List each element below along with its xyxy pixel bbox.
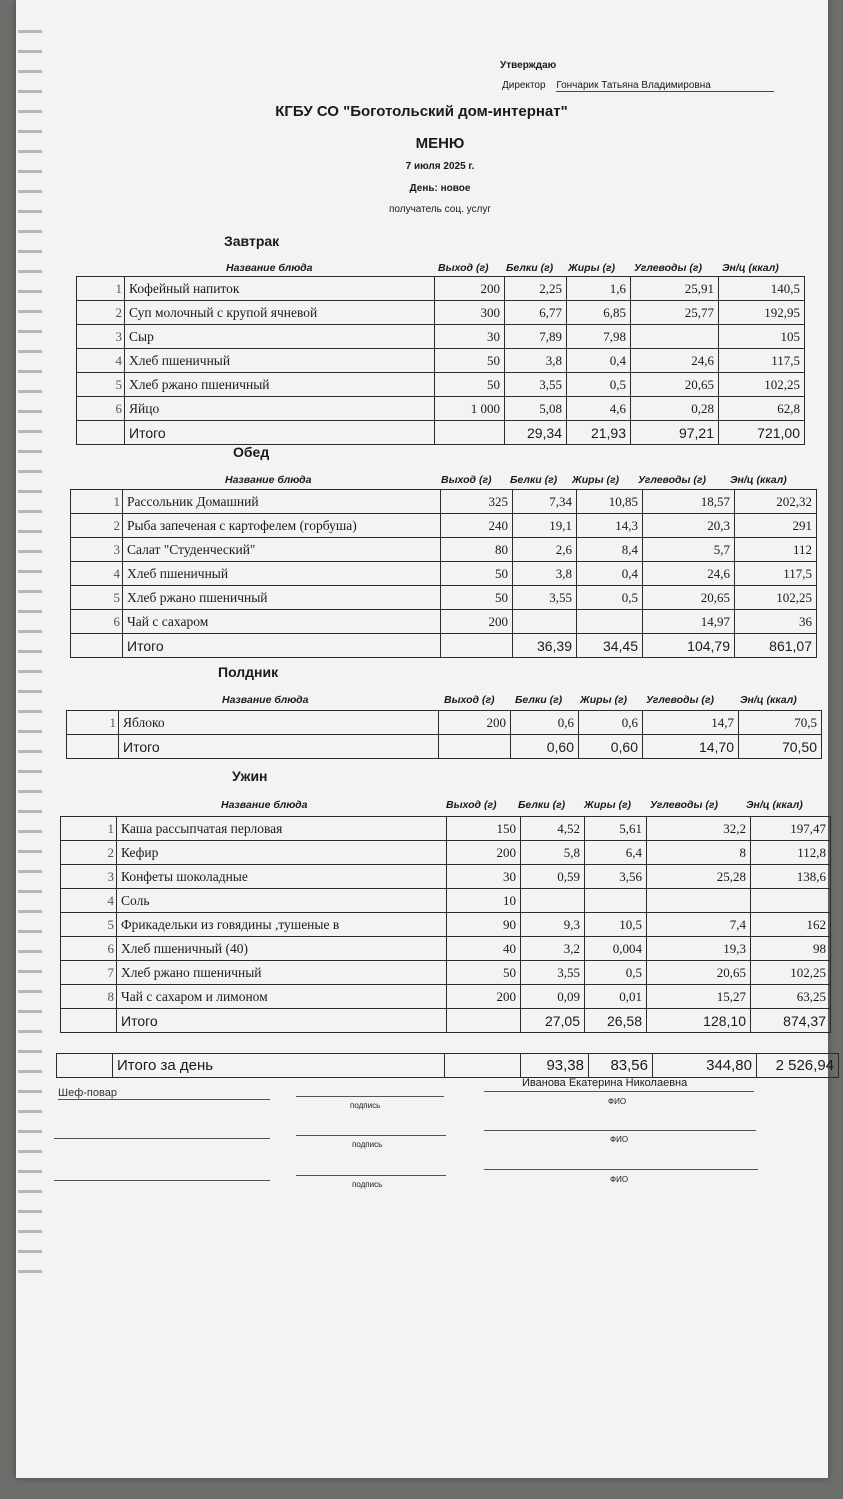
dish-energy: 102,25 [751,961,831,985]
day-total-protein: 93,38 [521,1054,589,1078]
dish-carbs: 25,77 [631,301,719,325]
dish-name: Кофейный напиток [125,277,435,301]
dish-energy: 102,25 [719,373,805,397]
col-fat: Жиры (г) [584,799,632,811]
snack-table [66,710,822,759]
dish-fat: 0,6 [579,711,643,735]
dish-energy: 98 [751,937,831,961]
total-number [71,634,123,658]
dish-protein: 0,6 [511,711,579,735]
dish-energy: 112,8 [751,841,831,865]
lunch-row [71,610,817,634]
total-yield [441,634,513,658]
dish-fat: 3,56 [585,865,647,889]
day-total-label: Итого за день [113,1054,445,1078]
total-protein: 27,05 [521,1009,585,1033]
dish-yield: 200 [447,841,521,865]
dish-energy: 105 [719,325,805,349]
dish-yield: 50 [435,373,505,397]
dish-carbs [631,325,719,349]
col-yield: Выход (г) [446,799,497,811]
lunch-row [71,538,817,562]
dish-fat: 0,4 [577,562,643,586]
dish-name: Каша рассыпчатая перловая [117,817,447,841]
director-name: Гончарик Татьяна Владимировна [556,80,774,92]
col-energy: Эн/ц (ккал) [740,694,797,706]
dish-protein: 19,1 [513,514,577,538]
sign-caption-1: подпись [350,1101,381,1110]
row-number: 2 [61,841,117,865]
row-number: 2 [71,514,123,538]
dinner-row [61,985,831,1009]
total-protein: 36,39 [513,634,577,658]
col-protein: Белки (г) [510,474,558,486]
dish-energy [751,889,831,913]
dish-yield: 50 [435,349,505,373]
fio-line-3 [484,1169,758,1170]
approve-label: Утверждаю [500,60,557,71]
dish-carbs: 24,6 [631,349,719,373]
total-label: Итого [125,421,435,445]
dish-fat: 6,4 [585,841,647,865]
dish-carbs: 15,27 [647,985,751,1009]
row-number: 6 [77,397,125,421]
row-number: 4 [71,562,123,586]
total-yield [447,1009,521,1033]
dinner-rows [61,817,831,1033]
day-total-energy: 2 526,94 [757,1054,839,1078]
dish-name: Чай с сахаром и лимоном [117,985,447,1009]
total-carbs: 128,10 [647,1009,751,1033]
row-number: 4 [77,349,125,373]
dish-carbs: 7,4 [647,913,751,937]
row-number: 3 [61,865,117,889]
day-total-fat: 83,56 [589,1054,653,1078]
dish-energy: 202,32 [735,490,817,514]
dish-energy: 63,25 [751,985,831,1009]
breakfast-row [77,373,805,397]
breakfast-row [77,397,805,421]
dish-protein: 3,55 [513,586,577,610]
breakfast-table [76,276,805,445]
sign-line-1 [296,1096,444,1097]
dish-energy: 102,25 [735,586,817,610]
total-fat: 34,45 [577,634,643,658]
dish-fat: 0,5 [567,373,631,397]
dish-energy: 162 [751,913,831,937]
dish-yield: 240 [441,514,513,538]
total-label: Итого [117,1009,447,1033]
recipient-label: получатель соц. услуг [389,204,491,215]
snack-row [67,711,822,735]
day-total-table [56,1053,839,1078]
dish-energy: 112 [735,538,817,562]
dish-name: Конфеты шоколадные [117,865,447,889]
dish-protein: 7,89 [505,325,567,349]
dish-fat: 4,6 [567,397,631,421]
dinner-row [61,865,831,889]
total-fat: 21,93 [567,421,631,445]
day-total-yield [445,1054,521,1078]
dinner-title: Ужин [232,768,268,784]
dinner-row [61,937,831,961]
dish-fat [585,889,647,913]
dish-name: Хлеб пшеничный [123,562,441,586]
dish-energy: 192,95 [719,301,805,325]
dish-name: Кефир [117,841,447,865]
dish-protein: 4,52 [521,817,585,841]
dish-protein: 3,8 [505,349,567,373]
dish-yield: 200 [447,985,521,1009]
lunch-total-row [71,634,817,658]
dish-fat: 0,004 [585,937,647,961]
snack-total-row [67,735,822,759]
breakfast-title: Завтрак [224,233,280,249]
lunch-rows [71,490,817,658]
total-energy: 70,50 [739,735,822,759]
col-carbs: Углеводы (г) [634,262,703,274]
dish-carbs: 20,65 [631,373,719,397]
breakfast-row [77,301,805,325]
dish-fat: 10,5 [585,913,647,937]
dish-name: Суп молочный с крупой ячневой [125,301,435,325]
dish-carbs: 20,65 [647,961,751,985]
chef-line [58,1099,270,1100]
sign-line-left-3 [54,1180,270,1181]
director-label: Директор [502,80,546,91]
total-yield [439,735,511,759]
dish-yield: 50 [447,961,521,985]
dish-energy: 62,8 [719,397,805,421]
dish-energy: 117,5 [719,349,805,373]
organization-title: КГБУ СО "Боготольский дом-интернат" [275,103,568,120]
col-name: Название блюда [225,474,312,486]
dish-carbs: 14,97 [643,610,735,634]
total-number [77,421,125,445]
col-name: Название блюда [226,262,313,274]
dish-fat: 0,4 [567,349,631,373]
col-carbs: Углеводы (г) [638,474,707,486]
total-carbs: 14,70 [643,735,739,759]
dinner-row [61,817,831,841]
dish-name: Хлеб ржано пшеничный [117,961,447,985]
total-protein: 0,60 [511,735,579,759]
breakfast-total-row [77,421,805,445]
dish-protein: 3,8 [513,562,577,586]
col-carbs: Углеводы (г) [650,799,719,811]
row-number: 3 [71,538,123,562]
total-number [67,735,119,759]
breakfast-row [77,325,805,349]
scan-edge-marks [18,30,42,1290]
total-energy: 721,00 [719,421,805,445]
dish-name: Чай с сахаром [123,610,441,634]
sign-line-2 [296,1135,446,1136]
chef-label: Шеф-повар [58,1087,117,1099]
lunch-row [71,514,817,538]
dish-energy: 117,5 [735,562,817,586]
total-energy: 861,07 [735,634,817,658]
dish-carbs: 24,6 [643,562,735,586]
dish-fat: 10,85 [577,490,643,514]
fio-line-1 [484,1091,754,1092]
menu-day: День: новое [409,183,471,194]
row-number: 1 [77,277,125,301]
dinner-row [61,841,831,865]
dish-carbs: 20,3 [643,514,735,538]
sign-line-left-2 [54,1138,270,1139]
fio-line-2 [484,1130,756,1131]
dish-carbs: 0,28 [631,397,719,421]
lunch-row [71,562,817,586]
dish-fat: 14,3 [577,514,643,538]
day-total-num [57,1054,113,1078]
dish-carbs: 18,57 [643,490,735,514]
dish-carbs: 32,2 [647,817,751,841]
dish-yield: 90 [447,913,521,937]
dish-fat: 0,01 [585,985,647,1009]
dish-protein: 3,55 [521,961,585,985]
dish-energy: 70,5 [739,711,822,735]
row-number: 5 [61,913,117,937]
dish-energy: 138,6 [751,865,831,889]
col-name: Название блюда [222,694,309,706]
dish-fat: 6,85 [567,301,631,325]
dish-name: Хлеб ржано пшеничный [125,373,435,397]
dish-protein: 0,59 [521,865,585,889]
dish-carbs: 25,91 [631,277,719,301]
dish-fat: 0,5 [577,586,643,610]
dish-protein: 5,08 [505,397,567,421]
dish-name: Хлеб пшеничный [125,349,435,373]
row-number: 5 [71,586,123,610]
dish-protein [521,889,585,913]
dish-energy: 140,5 [719,277,805,301]
menu-date: 7 июля 2025 г. [405,161,475,172]
dish-yield: 50 [441,586,513,610]
director-row [502,80,774,92]
dish-yield: 200 [441,610,513,634]
snack-rows [67,711,822,759]
total-label: Итого [119,735,439,759]
dish-energy: 197,47 [751,817,831,841]
dish-carbs: 14,7 [643,711,739,735]
col-energy: Эн/ц (ккал) [746,799,803,811]
dish-fat: 7,98 [567,325,631,349]
menu-title: МЕНЮ [415,135,465,152]
row-number: 8 [61,985,117,1009]
dish-name: Соль [117,889,447,913]
col-protein: Белки (г) [506,262,554,274]
col-fat: Жиры (г) [568,262,616,274]
dish-name: Яйцо [125,397,435,421]
dish-protein [513,610,577,634]
dish-name: Рассольник Домашний [123,490,441,514]
col-energy: Эн/ц (ккал) [730,474,787,486]
col-protein: Белки (г) [518,799,566,811]
dish-carbs: 8 [647,841,751,865]
dinner-row [61,913,831,937]
dish-protein: 3,2 [521,937,585,961]
total-fat: 0,60 [579,735,643,759]
total-carbs: 104,79 [643,634,735,658]
dish-carbs: 25,28 [647,865,751,889]
total-fat: 26,58 [585,1009,647,1033]
fio-caption-1: ФИО [608,1097,627,1106]
sign-caption-2: подпись [352,1140,383,1149]
col-name: Название блюда [221,799,308,811]
row-number: 7 [61,961,117,985]
snack-title: Полдник [218,664,279,680]
dish-fat [577,610,643,634]
dinner-total-row [61,1009,831,1033]
fio-caption-2: ФИО [610,1135,629,1144]
dish-yield: 30 [435,325,505,349]
lunch-row [71,586,817,610]
dinner-row [61,961,831,985]
total-label: Итого [123,634,441,658]
dish-protein: 9,3 [521,913,585,937]
dish-fat: 0,5 [585,961,647,985]
dish-carbs [647,889,751,913]
dish-yield: 325 [441,490,513,514]
dish-yield: 30 [447,865,521,889]
fio-caption-3: ФИО [610,1175,629,1184]
breakfast-row [77,277,805,301]
row-number: 3 [77,325,125,349]
lunch-table [70,489,817,658]
dish-carbs: 5,7 [643,538,735,562]
day-total-row [57,1054,839,1078]
dish-energy: 291 [735,514,817,538]
dish-fat: 8,4 [577,538,643,562]
total-number [61,1009,117,1033]
dish-yield: 150 [447,817,521,841]
dish-protein: 2,25 [505,277,567,301]
dish-yield: 300 [435,301,505,325]
row-number: 1 [67,711,119,735]
dish-name: Яблоко [119,711,439,735]
row-number: 6 [61,937,117,961]
dish-protein: 2,6 [513,538,577,562]
total-yield [435,421,505,445]
dinner-row [61,889,831,913]
col-yield: Выход (г) [441,474,492,486]
row-number: 1 [61,817,117,841]
dish-name: Рыба запеченая с картофелем (горбуша) [123,514,441,538]
breakfast-rows [77,277,805,445]
dish-energy: 36 [735,610,817,634]
dish-fat: 5,61 [585,817,647,841]
sign-line-3 [296,1175,446,1176]
col-energy: Эн/ц (ккал) [722,262,779,274]
dish-protein: 5,8 [521,841,585,865]
chef-name: Иванова Екатерина Николаевна [522,1077,688,1089]
dish-name: Хлеб пшеничный (40) [117,937,447,961]
dish-name: Фрикадельки из говядины ,тушеные в [117,913,447,937]
col-fat: Жиры (г) [580,694,628,706]
dish-protein: 7,34 [513,490,577,514]
dish-yield: 80 [441,538,513,562]
dinner-table [60,816,831,1033]
dish-protein: 6,77 [505,301,567,325]
col-yield: Выход (г) [444,694,495,706]
dish-yield: 200 [435,277,505,301]
sign-caption-3: подпись [352,1180,383,1189]
row-number: 6 [71,610,123,634]
breakfast-row [77,349,805,373]
dish-name: Сыр [125,325,435,349]
dish-yield: 10 [447,889,521,913]
dish-fat: 1,6 [567,277,631,301]
total-carbs: 97,21 [631,421,719,445]
row-number: 5 [77,373,125,397]
col-yield: Выход (г) [438,262,489,274]
col-fat: Жиры (г) [572,474,620,486]
dish-yield: 50 [441,562,513,586]
dish-name: Хлеб ржано пшеничный [123,586,441,610]
row-number: 1 [71,490,123,514]
dish-name: Салат "Студенческий" [123,538,441,562]
row-number: 2 [77,301,125,325]
col-protein: Белки (г) [515,694,563,706]
day-total-carbs: 344,80 [653,1054,757,1078]
total-energy: 874,37 [751,1009,831,1033]
dish-protein: 3,55 [505,373,567,397]
col-carbs: Углеводы (г) [646,694,715,706]
lunch-title: Обед [233,444,270,460]
total-protein: 29,34 [505,421,567,445]
dish-carbs: 20,65 [643,586,735,610]
dish-yield: 1 000 [435,397,505,421]
dish-yield: 200 [439,711,511,735]
row-number: 4 [61,889,117,913]
lunch-row [71,490,817,514]
dish-yield: 40 [447,937,521,961]
dish-protein: 0,09 [521,985,585,1009]
dish-carbs: 19,3 [647,937,751,961]
